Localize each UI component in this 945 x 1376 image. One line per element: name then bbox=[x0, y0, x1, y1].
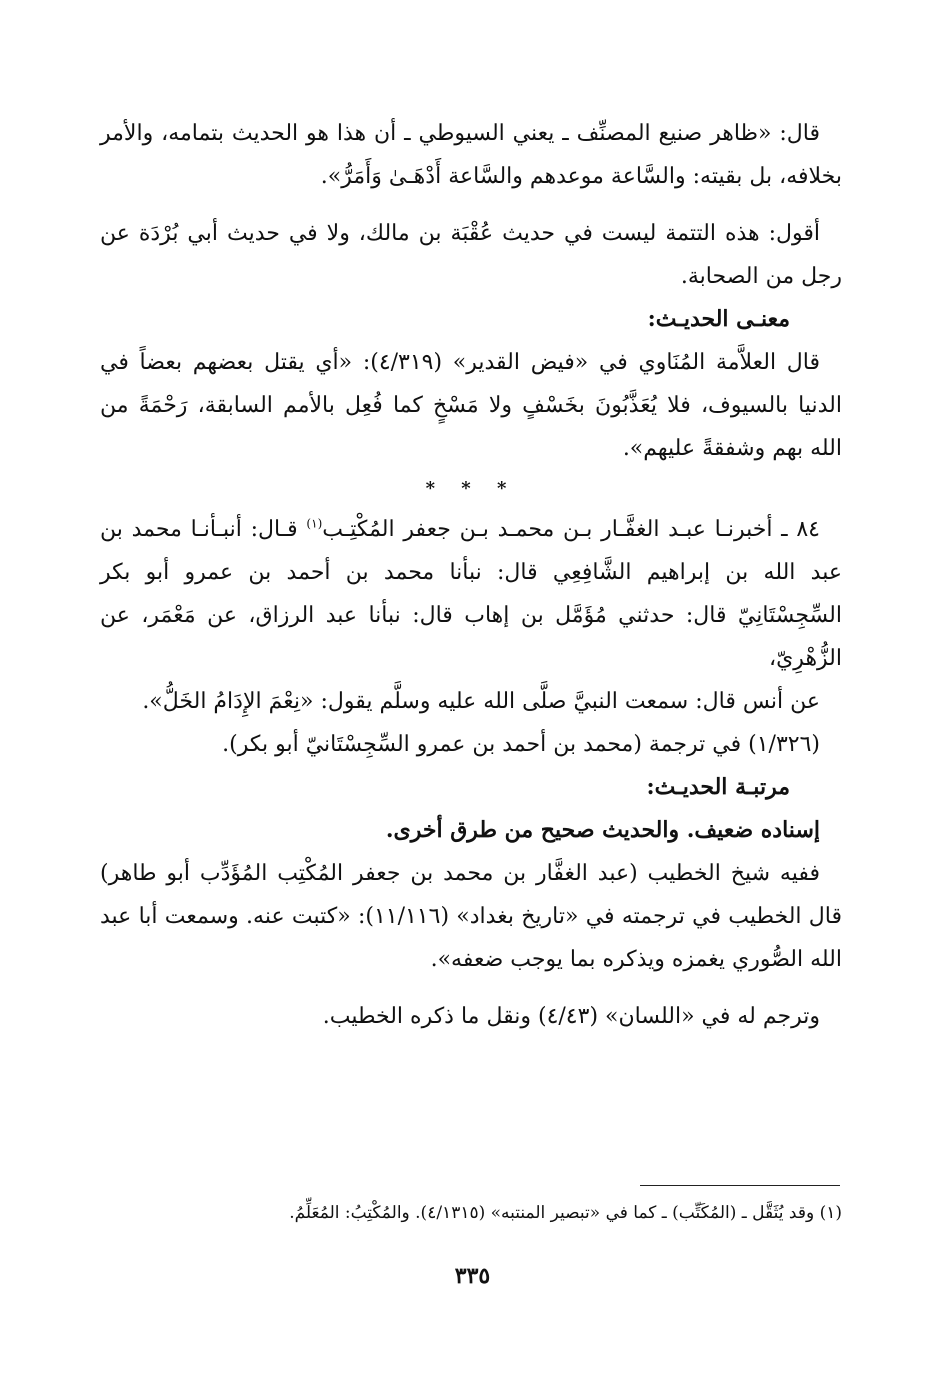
page-body bbox=[100, 112, 842, 1038]
paragraph-grade-verdict: إسناده ضعيف. والحديث صحيح من طرق أخرى. bbox=[385, 817, 820, 843]
footnote: (١) وقد يُثَقَّل ـ (المُكَتِّب) ـ كما في «تبصير المنتبه» (٤/١٣١٥). والمُكْتِبُ: المُعَلِّمُ. bbox=[289, 1203, 842, 1223]
paragraph-munawi-quote: قال العلاَّمة المُنَاوي في «فيض القدير» (٤/٣١٩): «أي يقتل بعضهم بعضاً في الدنيا بالسيوف، فلا يُعَذَّبُونَ بخَسْفٍ ولا مَسْخٍ كما فُعِل بالأمم السابقة، رَحْمَةً من الله بهم وشفقةً عليهم». bbox=[100, 350, 842, 461]
footnote-marker: (١) bbox=[306, 516, 323, 531]
paragraph-hadith-84-isnad bbox=[100, 508, 842, 680]
paragraph-lisan-reference: وترجم له في «اللسان» (٤/٤٣) ونقل ما ذكره الخطيب. bbox=[322, 1004, 820, 1029]
paragraph-hadith-matn: عن أنس قال: سمعت النبيَّ صلَّى الله عليه وسلَّم يقول: «نِعْمَ الإِدَامُ الخَلُّ». bbox=[142, 689, 820, 714]
isnad-start: ٨٤ ـ أخبرنـا عبـد الغفَّـار بـن محمـد بـن جعفر المُكْتِـب bbox=[322, 517, 820, 542]
heading-hadith-meaning: معنـى الحديـث: bbox=[647, 306, 790, 332]
paragraph-author-comment: أقول: هذه التتمة ليست في حديث عُقْبَة بن مالك، ولا في حديث أبي بُرْدَة عن رجل من الصحابة. bbox=[100, 221, 842, 289]
paragraph-quote-suyuti: قال: «ظاهر صنيع المصنِّف ـ يعني السيوطي ـ أن هذا هو الحديث بتمامه، والأمر بخلافه، بل بقيته: والسَّاعة موعدهم والسَّاعة أَدْهَـىٰ وَأَمَرُّ». bbox=[100, 121, 842, 189]
paragraph-source-reference: (١/٣٢٦) في ترجمة (محمد بن أحمد بن عمرو السِّجِسْتَانيّ أبو بكر). bbox=[222, 732, 820, 757]
isnad-rest: قـال: أنبـأنـا محمد بن عبد الله بن إبراهيم الشَّافِعِي قال: نبأنا محمد بن أحمد بن عمرو أبو بكر السِّجِسْتَانِيّ قال: حدثني مُؤَمَّل بن إهاب قال: نبأنا عبد الرزاق، عن مَعْمَر، عن الزُّهْرِيّ، bbox=[100, 517, 842, 671]
heading-hadith-grade: مرتبـة الحديـث: bbox=[646, 774, 790, 800]
footnote-divider bbox=[640, 1185, 840, 1186]
section-separator: * * * bbox=[425, 478, 517, 499]
paragraph-khatib-sheikh: ففيه شيخ الخطيب (عبد الغفَّار بن محمد بن جعفر المُكْتِب المُؤَدِّب أبو طاهر) قال الخطيب في ترجمته في «تاريخ بغداد» (١١/١١٦): «كتبت عنه. وسمعت أبا عبد الله الصُّوري يغمزه ويذكره بما يوجب ضعفه». bbox=[100, 861, 842, 972]
page-number: ٣٣٥ bbox=[454, 1263, 491, 1289]
